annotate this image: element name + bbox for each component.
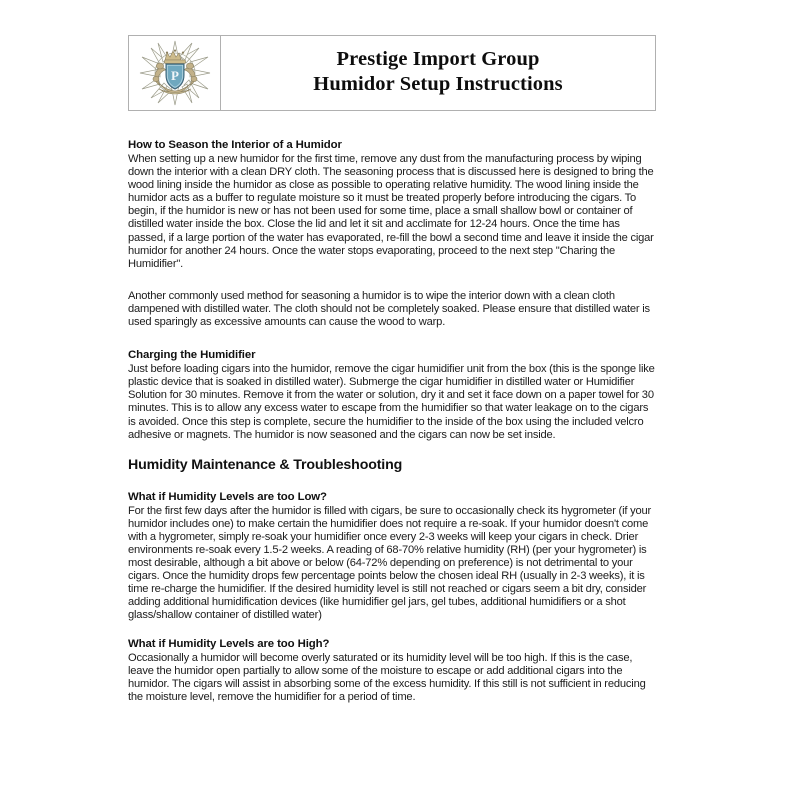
- section-paragraph: Another commonly used method for seasoning a humidor is to wipe the interior down with a clean cloth dampened with distilled water. The cloth should not be completely soaked. Please ensure that distilled water is used sparingly as excessive amounts can cause the wood to warp.: [128, 289, 650, 329]
- page-title-line-1: Prestige Import Group: [336, 48, 540, 70]
- section-heading: What if Humidity Levels are too Low?: [128, 490, 327, 503]
- section-heading-major: Humidity Maintenance & Troubleshooting: [128, 456, 403, 473]
- section-heading: What if Humidity Levels are too High?: [128, 637, 330, 650]
- section-paragraph: When setting up a new humidor for the first time, remove any dust from the manufacturing process by wiping down the interior with a clean DRY cloth. The seasoning process that is discussed here is designed to bring the wood lining inside the humidor as close as possible to operating relative humidity. The wood lining inside the humidor acts as a buffer to regulate moisture so it must be treated properly before introducing the cigars. To begin, if the humidor is new or has not been used for some time, place a small shallow bowl or container of distilled water inside the box. Close the lid and let it sit and acclimate for 12-24 hours. Once the time has passed, if a large portion of the water has evaporated, re-fill the bowl a second time and leave it inside the cigar humidor for another 24 hours. Once the water stops evaporating, proceed to the next step "Charing the Humidifier".: [128, 153, 654, 270]
- paragraph-spacer: [128, 271, 658, 290]
- document-header-table: [128, 35, 656, 111]
- section-spacer: [128, 476, 658, 490]
- section-heading: Charging the Humidifier: [128, 349, 256, 362]
- svg-text:P: P: [170, 68, 179, 83]
- prestige-import-group-crest-icon: [138, 39, 212, 107]
- section-heading: How to Season the Interior of a Humidor: [128, 139, 342, 151]
- section-charging-humidifier: [128, 348, 658, 442]
- section-paragraph: Just before loading cigars into the humidor, remove the cigar humidifier unit from the box (this is the sponge like plastic device that is soaked in distilled water). Submerge the cigar humidifier in distilled water or Humidifier Solution for 30 minutes. Remove it from the water or solution, dry it and set it face down on a paper towel for 30 minutes. This is to allow any excess water to escape from the humidifier so that water leakage on to the cigars is avoided. Once this step is complete, secure the humidifier to the inside of the box using the included velcro adhesive or magnets. The humidor is now seasoned and the cigars can now be set inside.: [128, 363, 655, 441]
- section-humidity-too-low: [128, 490, 658, 623]
- header-title-cell: [221, 36, 655, 110]
- section-season-interior: [128, 138, 658, 329]
- header-logo-cell: [129, 36, 221, 110]
- section-humidity-too-high: [128, 637, 658, 704]
- section-spacer: [128, 329, 658, 348]
- section-spacer: [128, 623, 658, 637]
- section-humidity-maintenance: [128, 456, 658, 474]
- document-body: [128, 138, 658, 704]
- page-title-line-2: Humidor Setup Instructions: [313, 73, 563, 95]
- section-paragraph: Occasionally a humidor will become overly saturated or its humidity level will be too high. If this is the case, leave the humidor open partially to allow some of the moisture to escape or add additional cigars into the humidor. The cigars will assist in absorbing some of the excess humidity. If this still is not sufficient in reducing the moisture level, remove the humidifier for a period of time.: [128, 651, 646, 703]
- section-paragraph: For the first few days after the humidor is filled with cigars, be sure to occasionally check its hygrometer (if your humidor includes one) to make certain the humidifier does not require a re-soak. If your humidor doesn't come with a hygrometer, simply re-soak your humidifier once every 2-3 weeks will keep your cigars in check. Drier environments re-soak every 1.5-2 weeks. A reading of 68-70% relative humidity (RH) (per your hygrometer) is most desirable, although a bit above or below (64-72% depending on preference) is not detrimental to your cigars. Once the humidity drops few percentage points below the chosen ideal RH (usually in 2-3 weeks), it is time re-charge the humidifier. If the desired humidity level is still not reached or cigars seem a bit dry, consider adding additional humidification devices (like humidifier gel jars, gel tubes, additional humidifiers or a shot glass/shallow container of distilled water): [128, 504, 652, 622]
- section-spacer: [128, 442, 658, 456]
